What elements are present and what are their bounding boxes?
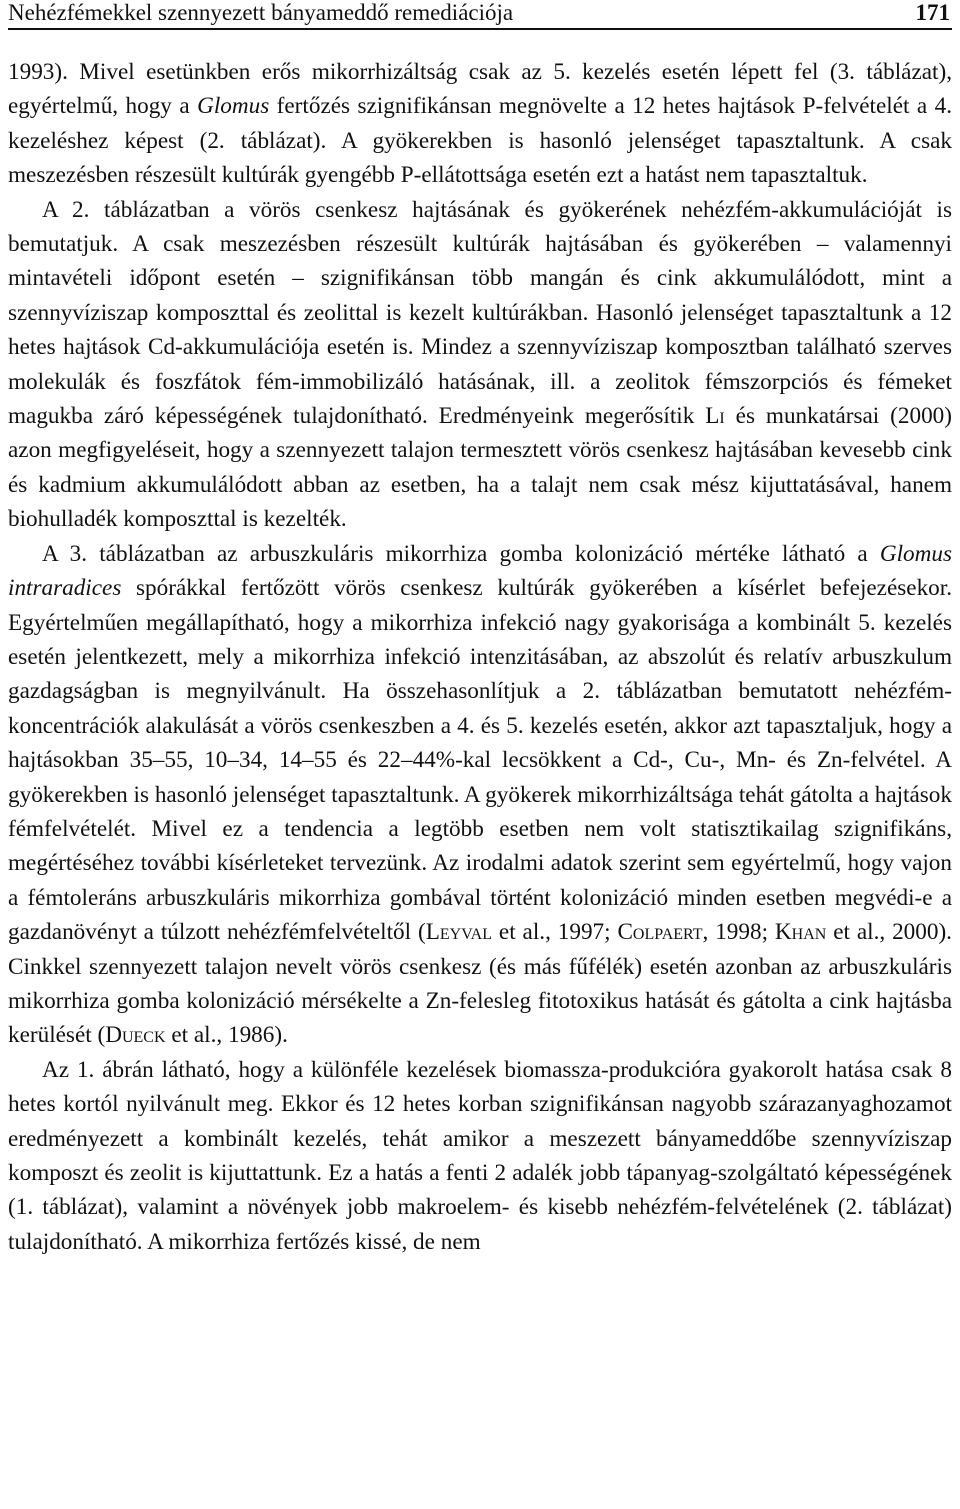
running-header xyxy=(8,0,952,30)
text-run: spórákkal fertőzött vörös csenkesz kultúrák gyökerében a kísérlet befejezésekor. Egyértelműen megállapítható, hogy a mikorrhiza infekció nagy gyakorisága a kombinált 5. kezelés esetén jelentkezett, mely a mikorrhiza infekció intenzitásában, az abszolút és relatív arbuszkulum gazdagságban is megnyilvánult. Ha összehasonlítjuk a 2. táblázatban bemutatott nehézfém-koncentrációk alakulását a vörös csenkeszben a 4. és 5. kezelés esetén, akkor azt tapasztaljuk, hogy a hajtásokban 35–55, 10–34, 14–55 és 22–44%-kal lecsökkent a Cd-, Cu-, Mn- és Zn-felvétel. A gyökerekben is hasonló jelenséget tapasztaltunk. A gyökerek mikorrhizáltsága tehát gátolta a hajtások fémfelvételét. Mivel ez a tendencia a legtöbb esetben nem volt statisztikailag szignifikáns, megértéséhez további kísérleteket tervezünk. Az irodalmi adatok szerint sem egyértelmű, hogy vajon a fémtoleráns arbuszkuláris mikorrhiza gombával történt kolonizáció minden esetben megvédi-e a gazdanövényt a túlzott nehézfémfelvételtől ( xyxy=(8,575,952,946)
paragraph xyxy=(8,1053,952,1259)
text-run: fertőzés szignifikánsan megnövelte a 12 hetes hajtások P-felvételét a 4. kezeléshez képest (2. táblázat). A gyökerekben is hasonló jelenséget tapasztaltunk. A csak meszezésben részesült kultúrák gyengébb P-ellátottsága esetén ezt a hatást nem tapasztaltuk. xyxy=(8,93,953,189)
author-name: Khan xyxy=(774,919,827,946)
text-run: , 1998; xyxy=(702,919,775,946)
paragraph xyxy=(8,193,952,537)
running-title: Nehézfémekkel szennyezett bányameddő remediációja xyxy=(8,0,514,25)
text-run: et al., 2000). Cinkkel szennyezett talajon nevelt vörös csenkesz (és más fűfélék) esetén azonban az arbuszkuláris mikorrhiza gomba kolonizáció mérsékelte a Zn-felesleg fitotoxikus hatását és gátolta a cink hajtásba kerülését ( xyxy=(8,919,952,1049)
text-run: 1993). Mivel esetünkben erős mikorrhizáltság csak az 5. kezelés esetén lépett fel (3. táblázat), egyértelmű, hogy a xyxy=(8,59,952,120)
body-text xyxy=(8,55,952,1259)
text-run: A 3. táblázatban az arbuszkuláris mikorrhiza gomba kolonizáció mértéke látható a xyxy=(42,540,880,567)
author-name: Dueck xyxy=(105,1022,166,1049)
text-run: et al., 1997; xyxy=(492,919,618,946)
text-run: et al., 1986). xyxy=(165,1022,288,1049)
paragraph xyxy=(8,55,952,193)
author-name: Leyval xyxy=(425,919,493,946)
text-run: és munkatársai (2000) azon megfigyeléseit, hogy a szennyezett talajon termesztett vörös csenkesz hajtásában kevesebb cink és kadmium akkumulálódott abban az esetben, ha a talajt nem csak mész kijuttatásával, hanem biohulladék komposzttal is kezelték. xyxy=(8,403,952,533)
author-name: Li xyxy=(705,403,725,430)
page-number: 171 xyxy=(915,0,950,25)
italic-term: Glomus intraradices xyxy=(8,540,952,602)
text-run: A 2. táblázatban a vörös csenkesz hajtásának és gyökerének nehézfém-akkumulációját is bemutatjuk. A csak meszezésben részesült kultúrák hajtásában és gyökerében – valamennyi mintavételi időpont esetén – szignifikánsan több mangán és cink akkumulálódott, mint a szennyvíziszap komposzttal és zeolittal is kezelt kultúrákban. Hasonló jelenséget tapasztaltunk a 12 hetes hajtások Cd-akkumulációja esetén is. Mindez a szennyvíziszap komposztban található szerves molekulák és foszfátok fém-immobilizáló hatásának, ill. a zeolitok fémszorpciós és fémeket magukba záró képességének tulajdonítható. Eredményeink megerősítik xyxy=(8,196,952,430)
paragraph xyxy=(8,537,952,1053)
author-name: Colpaert xyxy=(617,919,703,946)
italic-term: Glomus xyxy=(197,93,270,120)
text-run: Az 1. ábrán látható, hogy a különféle kezelések biomassza-produkcióra gyakorolt hatása csak 8 hetes kortól nyilvánult meg. Ekkor és 12 hetes korban szignifikánsan nagyobb szárazanyaghozamot eredményezett a kombinált kezelés, tehát amikor a meszezett bányameddőbe szennyvíziszap komposzt és zeolit is kijuttattunk. Ez a hatás a fenti 2 adalék jobb tápanyag-szolgáltató képességének (1. táblázat), valamint a növények jobb makroelem- és kisebb nehézfém-felvételének (2. táblázat) tulajdonítható. A mikorrhiza fertőzés kissé, de nem xyxy=(8,1056,952,1255)
